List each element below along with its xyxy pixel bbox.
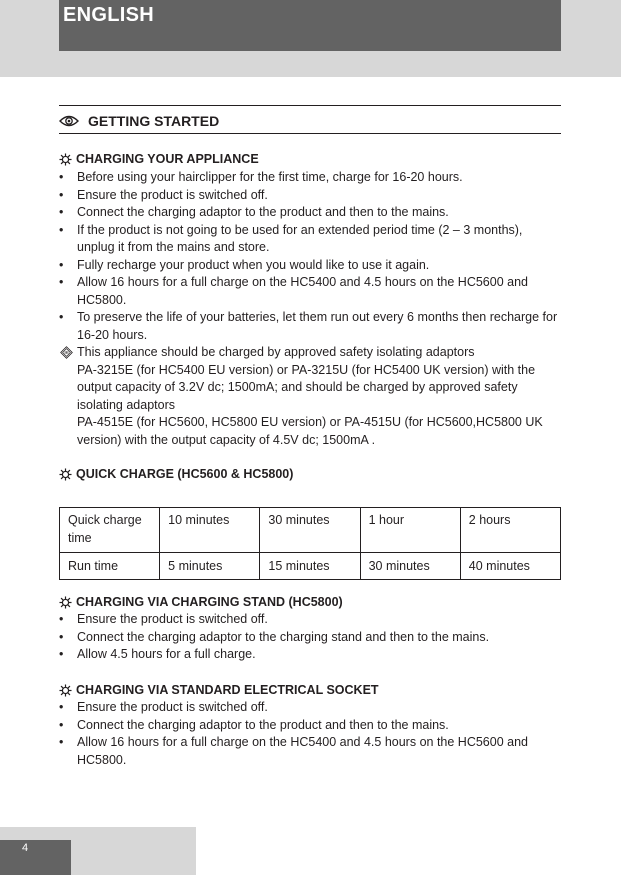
table-cell: 30 minutes — [360, 553, 460, 580]
table-cell: 2 hours — [460, 508, 560, 553]
section-rule-top — [59, 105, 561, 106]
bullet: • — [59, 717, 64, 732]
table-row — [60, 508, 561, 553]
page-number: 4 — [22, 842, 29, 854]
table-row — [60, 553, 561, 580]
sun-icon — [59, 684, 72, 697]
bullet: • — [59, 310, 64, 324]
safety-note — [59, 344, 561, 449]
quick-charge-table — [59, 507, 561, 580]
list-item-text: Allow 4.5 hours for a full charge. — [77, 647, 256, 661]
bullet: • — [59, 222, 64, 237]
table-cell: 1 hour — [360, 508, 460, 553]
list-item — [59, 611, 561, 629]
bullet: • — [59, 257, 64, 272]
list-item — [59, 204, 561, 222]
table-cell: 40 minutes — [460, 553, 560, 580]
list-item-text: Allow 16 hours for a full charge on the HC5400 and 4.5 hours on the HC5600 and HC5800. — [77, 735, 528, 767]
sun-icon — [59, 153, 72, 166]
list-item — [59, 274, 561, 309]
list-item — [59, 257, 561, 275]
bullet: • — [59, 187, 64, 202]
list-item — [59, 646, 561, 664]
table-cell: 15 minutes — [260, 553, 360, 580]
bullet: • — [59, 170, 64, 184]
socket-list — [59, 699, 561, 769]
list-item-text: If the product is not going to be used for an extended period time (2 – 3 months), unplug it from the mains and store. — [77, 222, 523, 254]
list-item-text: Allow 16 hours for a full charge on the HC5400 and 4.5 hours on the HC5600 and HC5800. — [77, 275, 528, 307]
stand-heading — [59, 594, 343, 610]
list-item-text: Fully recharge your product when you would like to use it again. — [77, 257, 430, 272]
bullet: • — [59, 700, 64, 714]
socket-heading — [59, 682, 379, 698]
table-cell: Run time — [60, 553, 160, 580]
charging-list — [59, 169, 561, 344]
table-cell: 10 minutes — [160, 508, 260, 553]
quick-charge-heading-text: QUICK CHARGE (HC5600 & HC5800) — [76, 467, 294, 481]
eye-icon — [59, 114, 79, 128]
section-title — [59, 111, 219, 131]
list-item-text: Connect the charging adaptor to the charging stand and then to the mains. — [77, 629, 490, 644]
stand-heading-text: CHARGING VIA CHARGING STAND (HC5800) — [76, 595, 343, 609]
list-item-text: To preserve the life of your batteries, let them run out every 6 months then recharge for 16-20 hours. — [77, 310, 558, 342]
note-line: PA-3215E (for HC5400 EU version) or PA-3215U (for HC5400 UK version) with the output capacity of 3.2V dc; 1500mA; and should be charged by approved safety isolating adaptors — [77, 362, 536, 412]
list-item-text: Ensure the product is switched off. — [77, 700, 268, 714]
bullet: • — [59, 205, 64, 219]
note-line: This appliance should be charged by approved safety isolating adaptors — [77, 345, 475, 359]
section-rule-bottom — [59, 133, 561, 134]
socket-heading-text: CHARGING VIA STANDARD ELECTRICAL SOCKET — [76, 683, 379, 697]
quick-charge-heading — [59, 466, 293, 482]
list-item — [59, 629, 561, 647]
list-item — [59, 222, 561, 257]
note-line: PA-4515E (for HC5600, HC5800 EU version) or PA-4515U (for HC5600,HC5800 UK version) with the output capacity of 4.5V dc; 1500mA . — [77, 415, 543, 447]
bullet: • — [59, 629, 64, 644]
section-title-text: GETTING STARTED — [88, 113, 220, 129]
list-item-text: Ensure the product is switched off. — [77, 187, 268, 202]
table-cell: Quick charge time — [60, 508, 160, 553]
stand-list — [59, 611, 561, 664]
list-item-text: Connect the charging adaptor to the product and then to the mains. — [77, 717, 449, 732]
charging-heading — [59, 151, 259, 167]
list-item — [59, 717, 561, 735]
list-item-text: Ensure the product is switched off. — [77, 612, 268, 626]
list-item-text: Before using your hairclipper for the first time, charge for 16-20 hours. — [77, 170, 463, 184]
list-item — [59, 309, 561, 344]
sun-icon — [59, 468, 72, 481]
list-item — [59, 169, 561, 187]
bullet: • — [59, 612, 64, 626]
table-cell: 30 minutes — [260, 508, 360, 553]
list-item — [59, 187, 561, 205]
language-label: ENGLISH — [63, 4, 154, 26]
bullet: • — [59, 735, 64, 749]
bullet: • — [59, 275, 64, 289]
page-number-box — [0, 840, 71, 875]
list-item-text: Connect the charging adaptor to the product and then to the mains. — [77, 205, 449, 219]
list-item — [59, 734, 561, 769]
list-item — [59, 699, 561, 717]
warning-icon — [60, 346, 73, 359]
sun-icon — [59, 596, 72, 609]
table-cell: 5 minutes — [160, 553, 260, 580]
bullet: • — [59, 647, 64, 661]
charging-heading-text: CHARGING YOUR APPLIANCE — [76, 152, 259, 166]
